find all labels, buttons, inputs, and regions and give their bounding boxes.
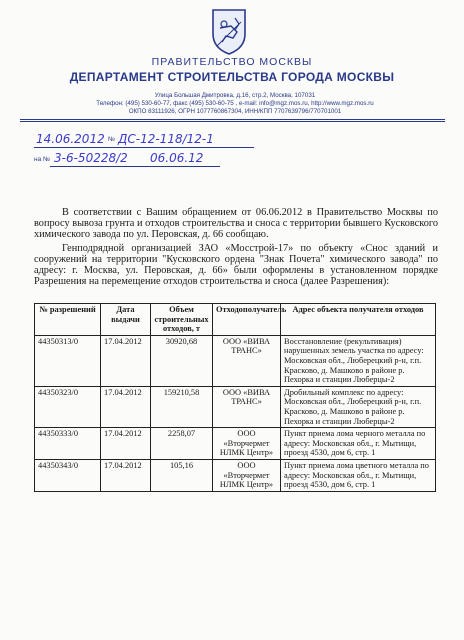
outgoing-number: ДС-12-118/12-1 [118,132,214,146]
waste-volume: 105,16 [151,459,213,491]
reference-underline [50,166,220,167]
letter-body [34,207,438,287]
recipient-address: Дробильный комплекс по адресу: Московская обл., Люберецкий р-н, г.п. Красково, д. Машково в районе р. Пехорка и станции Люберцы-2 [281,386,436,427]
permit-number: 44350323/0 [35,386,101,427]
reference-number: 3-6-50228/2 [54,151,128,165]
permit-number: 44350333/0 [35,428,101,460]
phones-line: Телефон: (495) 530-60-77, факс (495) 530-60-75 , e-mail: info@mgz.mos.ru, http://www.mgz.mos.ru [96,100,374,107]
permit-number: 44350313/0 [35,335,101,386]
table-row [35,428,436,460]
reference-label: на № [34,156,50,163]
table-row [35,386,436,427]
moscow-coat-of-arms-icon [209,6,249,56]
waste-recipient: ООО «ВИВА ТРАНС» [213,335,281,386]
issue-date: 17.04.2012 [101,335,151,386]
recipient-address: Пункт приема лома цветного металла по адресу: Московская обл., г. Мытищи, проезд 4530, дом 6, стр. 1 [281,459,436,491]
header-divider-2 [20,121,445,122]
column-header: Дата выдачи [101,304,151,336]
department-title: ДЕПАРТАМЕНТ СТРОИТЕЛЬСТВА ГОРОДА МОСКВЫ [69,70,395,84]
table-row [35,459,436,491]
column-header: № разрешений [35,304,101,336]
waste-volume: 159210,58 [151,386,213,427]
issue-date: 17.04.2012 [101,459,151,491]
number-label: № [108,136,115,143]
paragraph-permits: Генподрядной организацией ЗАО «Мосстрой-17» по объекту «Снос зданий и сооружений на территории "Кусковского ордена "Знак Почета" химического завода" по адресу: г. Москва, ул. Перовская, д. 66» были оформлены в установленном порядке Разрешения на перемещение отходов строительства и сноса (далее Разрешения): [34,242,438,288]
reference-date: 06.06.12 [150,151,204,165]
recipient-address: Пункт приема лома черного металла по адресу: Московская обл., г. Мытищи, проезд 4530, дом 6, стр. 1 [281,428,436,460]
table-row [35,335,436,386]
number-underline [34,147,254,148]
header-divider [20,119,445,120]
column-header: Адрес объекта получателя отходов [281,304,436,336]
waste-recipient: ООО «Вторчермет НЛМК Центр» [213,428,281,460]
issue-date: 17.04.2012 [101,428,151,460]
waste-recipient: ООО «Вторчермет НЛМК Центр» [213,459,281,491]
issue-date: 17.04.2012 [101,386,151,427]
waste-volume: 2258,07 [151,428,213,460]
column-header: Отходополучатель [213,304,281,336]
codes-line: ОКПО 83111926, ОГРН 1077760867304, ИНН/КПП 7707639796/770701001 [128,108,342,115]
paragraph-intro: В соответствии с Вашим обращением от 06.06.2012 в Правительство Москвы по вопросу вывоза грунта и отходов строительства и сноса с территории бывшего Кусковского химического завода по ул. Перовская, д. 66 сообщаю. [34,207,438,241]
address-line: Улица Большая Дмитровка, д.16, стр.2, Москва, 107031 [154,92,316,99]
recipient-address: Восстановление (рекультивация) нарушенных земель участка по адресу: Московская обл., Люберецкий р-н, г.п. Красково, д. Машково в районе р. Пехорка и станции Люберцы-2 [281,335,436,386]
outgoing-date: 14.06.2012 [36,132,105,146]
permits-table [34,303,436,492]
government-title: ПРАВИТЕЛЬСТВО МОСКВЫ [151,56,313,68]
waste-volume: 30920,68 [151,335,213,386]
permit-number: 44350343/0 [35,459,101,491]
column-header: Объем строительных отходов, т [151,304,213,336]
waste-recipient: ООО «ВИВА ТРАНС» [213,386,281,427]
table-header-row [35,304,436,336]
